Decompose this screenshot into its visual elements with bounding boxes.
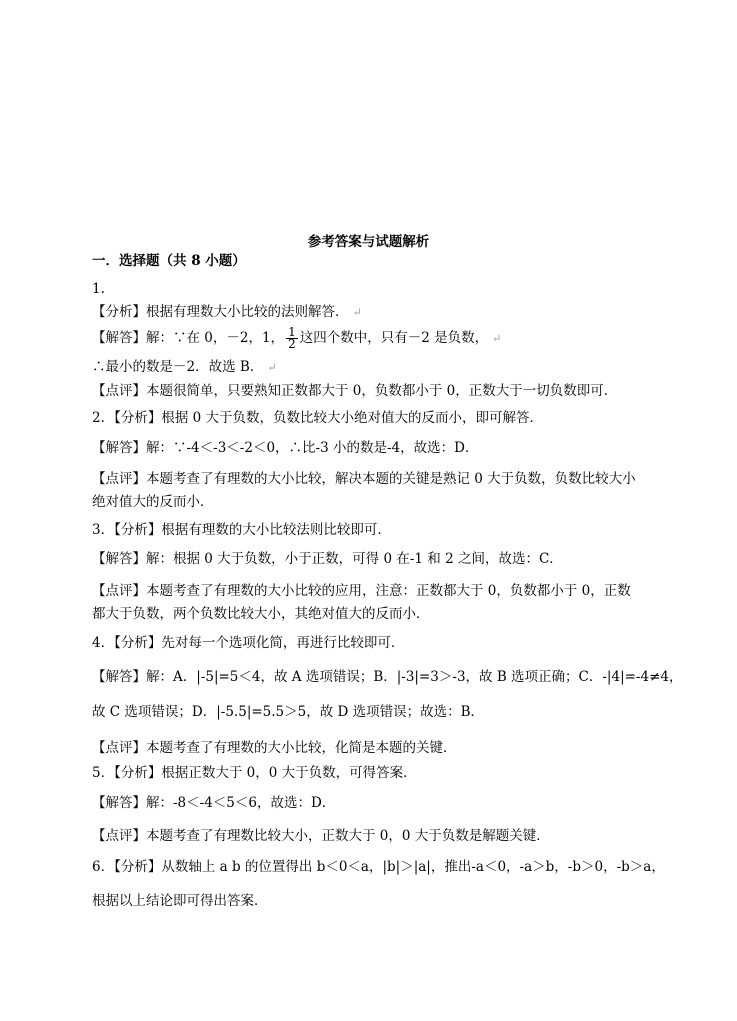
q5-analysis: 5．【分析】根据正数大于 0，0 大于负数，可得答案． — [92, 765, 417, 781]
q2-solution: 【解答】解：∵-4＜-3＜-2＜0，∴比-3 小的数是-4，故选：D． — [92, 440, 479, 456]
q1-solution2-text: ∴最小的数是－2．故选 B． — [92, 359, 264, 375]
q4-comment: 【点评】本题考查了有理数的大小比较，化简是本题的关键． — [92, 740, 457, 756]
fraction-numerator: 1 — [288, 325, 296, 339]
q1-solution-conclusion — [92, 358, 652, 377]
return-mark-icon: ↵ — [352, 306, 362, 319]
q6-analysis-line2: 根据以上结论即可得出答案． — [92, 893, 268, 909]
q3-comment-line2: 都大于负数，两个负数比较大小，其绝对值大的反而小． — [92, 606, 430, 622]
q2-comment-line1: 【点评】本题考查了有理数的大小比较，解决本题的关键是熟记 0 大于负数，负数比较大小 — [92, 471, 636, 487]
q1-number: 1. — [92, 281, 105, 297]
q5-comment: 【点评】本题考查了有理数比较大小，正数大于 0，0 大于负数是解题关键． — [92, 828, 550, 844]
q2-analysis: 2．【分析】根据 0 大于负数，负数比较大小绝对值大的反而小，即可解答． — [92, 410, 544, 426]
q3-analysis: 3．【分析】根据有理数的大小比较法则比较即可． — [92, 522, 391, 538]
q1-solution-pre: 【解答】解：∵在 0，－2，1， — [92, 330, 285, 346]
return-mark-icon: ↵ — [492, 332, 502, 345]
q2-comment-line2: 绝对值大的反而小． — [92, 494, 214, 510]
fraction-denominator: 2 — [288, 337, 296, 351]
q1-comment: 【点评】本题很简单，只要熟知正数都大于 0，负数都小于 0，正数大于一切负数即可． — [92, 383, 618, 399]
section-heading: 一．选择题（共 8 小题） — [92, 253, 246, 269]
return-mark-icon: ↵ — [267, 361, 277, 374]
q1-analysis-text: 【分析】根据有理数大小比较的法则解答． — [92, 304, 349, 320]
page-title: 参考答案与试题解析 — [307, 234, 430, 250]
q4-analysis: 4．【分析】先对每一个选项化简，再进行比较即可． — [92, 635, 405, 651]
q4-solution-line2: 故 C 选项错误；D．|-5.5|=5.5＞5，故 D 选项错误；故选：B． — [92, 704, 485, 720]
q1-solution — [92, 326, 652, 351]
q3-comment-line1: 【点评】本题考查了有理数的大小比较的应用，注意：正数都大于 0，负数都小于 0，正数 — [92, 583, 631, 599]
q1-analysis — [92, 303, 652, 322]
fraction-one-half — [286, 327, 298, 350]
q3-solution: 【解答】解：根据 0 大于负数，小于正数，可得 0 在-1 和 2 之间，故选：C． — [92, 551, 563, 567]
q4-solution-line1: 【解答】解：A．|-5|=5＜4，故 A 选项错误；B．|-3|=3＞-3，故 B 选项正确；C．-|4|=-4≠4， — [92, 669, 683, 685]
q6-analysis-line1: 6．【分析】从数轴上 a b 的位置得出 b＜0＜a，|b|＞|a|，推出-a＜0，-a＞b，-b＞0，-b＞a， — [92, 859, 665, 875]
q5-solution: 【解答】解：-8＜-4＜5＜6，故选：D． — [92, 795, 336, 811]
q1-solution-post: 这四个数中，只有－2 是负数， — [299, 330, 489, 346]
